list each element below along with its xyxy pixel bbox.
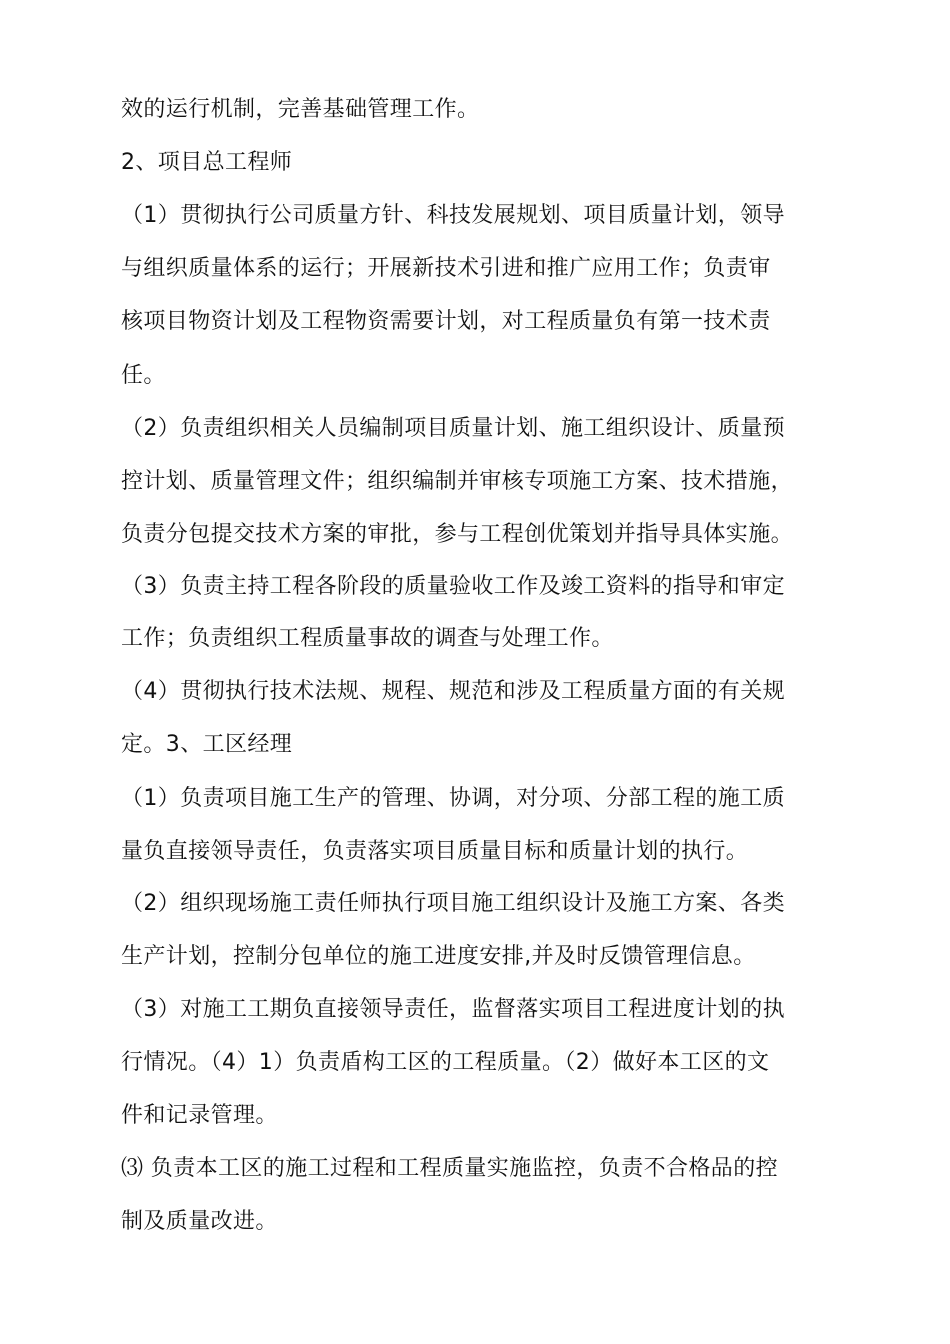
text-line-8: 控计划、质量管理文件；组织编制并审核专项施工方案、技术措施，: [121, 469, 794, 494]
text-line-13: 定。3、工区经理: [121, 732, 293, 757]
text-line-5: 核项目物资计划及工程物资需要计划，对工程质量负有第一技术责: [121, 309, 771, 334]
text-line-9: 负责分包提交技术方案的审批，参与工程创优策划并指导具体实施。: [121, 522, 794, 547]
text-line-19: 行情况。（4）1）负责盾构工区的工程质量。（2）做好本工区的文: [121, 1050, 770, 1075]
text-line-22: 制及质量改进。: [121, 1209, 278, 1234]
text-line-20: 件和记录管理。: [121, 1103, 278, 1128]
text-line-4: 与组织质量体系的运行；开展新技术引进和推广应用工作；负责审: [121, 256, 771, 281]
text-line-14: （1）负责项目施工生产的管理、协调，对分项、分部工程的施工质: [121, 786, 785, 811]
text-line-17: 生产计划，控制分包单位的施工进度安排,并及时反馈管理信息。: [121, 944, 756, 969]
text-line-6: 任。: [121, 363, 166, 388]
text-line-7: （2）负责组织相关人员编制项目质量计划、施工组织设计、质量预: [121, 416, 785, 441]
text-line-18: （3）对施工工期负直接领导责任，监督落实项目工程进度计划的执: [121, 997, 785, 1022]
text-line-15: 量负直接领导责任，负责落实项目质量目标和质量计划的执行。: [121, 839, 749, 864]
section-heading-chief-engineer: 2、项目总工程师: [121, 150, 293, 175]
text-line-1: 效的运行机制，完善基础管理工作。: [121, 97, 480, 122]
text-line-11: 工作；负责组织工程质量事故的调查与处理工作。: [121, 626, 614, 651]
text-line-12: （4）贯彻执行技术法规、规程、规范和涉及工程质量方面的有关规: [121, 679, 785, 704]
text-line-3: （1）贯彻执行公司质量方针、科技发展规划、项目质量计划，领导: [121, 203, 785, 228]
text-line-21: ⑶ 负责本工区的施工过程和工程质量实施监控，负责不合格品的控: [121, 1156, 778, 1181]
text-line-10: （3）负责主持工程各阶段的质量验收工作及竣工资料的指导和审定: [121, 574, 785, 599]
text-line-16: （2）组织现场施工责任师执行项目施工组织设计及施工方案、各类: [121, 891, 785, 916]
